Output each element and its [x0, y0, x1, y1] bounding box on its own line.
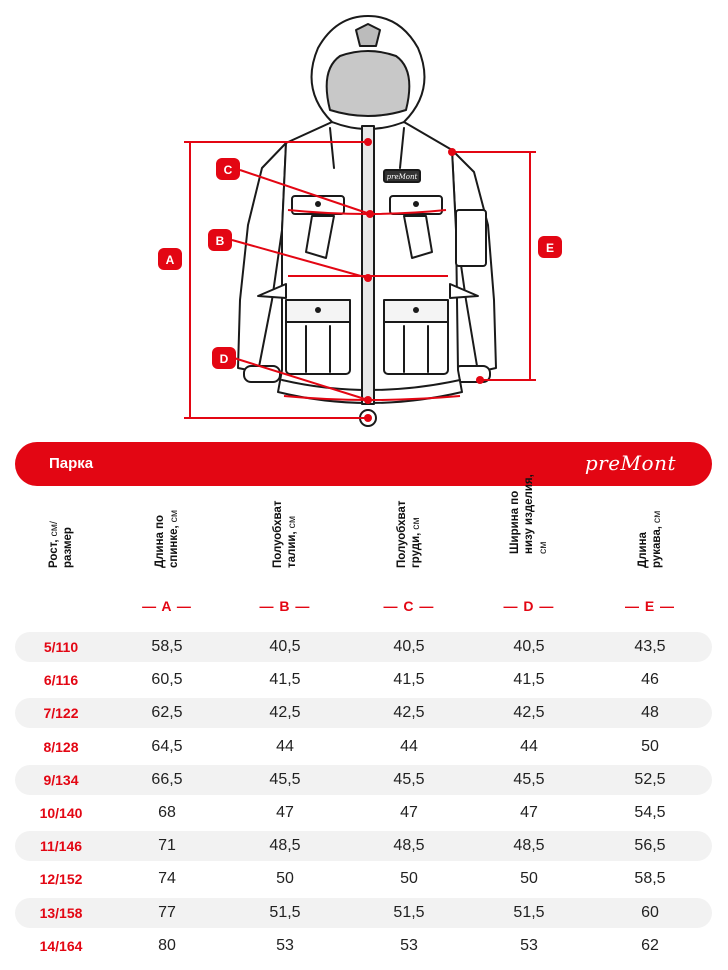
value-cell-b: 48,5	[269, 837, 301, 854]
value-cell-b: 47	[276, 804, 294, 821]
table-row	[15, 864, 712, 894]
value-cell-a: 66,5	[151, 771, 183, 788]
marker-d: D	[219, 352, 229, 366]
value-cell-a: 60,5	[151, 671, 183, 688]
value-cell-e: 54,5	[634, 804, 666, 821]
value-cell-e: 46	[641, 671, 659, 688]
value-cell-a: 68	[158, 804, 176, 821]
jacket-diagram	[0, 0, 728, 440]
letter-d: — D —	[503, 598, 555, 614]
value-cell-b: 51,5	[269, 904, 301, 921]
value-cell-c: 47	[400, 804, 418, 821]
size-cell: 9/134	[43, 772, 79, 788]
table-row	[15, 698, 712, 728]
value-cell-d: 41,5	[513, 671, 545, 688]
table-row	[15, 798, 712, 828]
value-cell-e: 43,5	[634, 638, 666, 655]
size-cell: 14/164	[39, 938, 83, 954]
table-row	[15, 898, 712, 928]
value-cell-e: 48	[641, 704, 659, 721]
value-cell-c: 50	[400, 870, 418, 887]
value-cell-a: 62,5	[151, 704, 183, 721]
size-cell: 6/116	[43, 672, 79, 688]
value-cell-d: 47	[520, 804, 538, 821]
value-cell-d: 48,5	[513, 837, 545, 854]
header-c: Полуобхват груди, см	[396, 500, 422, 568]
value-cell-d: 44	[520, 738, 538, 755]
value-cell-c: 51,5	[393, 904, 425, 921]
letter-e: — E —	[624, 598, 676, 614]
size-cell: 11/146	[39, 838, 83, 854]
table-row	[15, 732, 712, 762]
value-cell-c: 45,5	[393, 771, 425, 788]
value-cell-a: 77	[158, 904, 176, 921]
marker-c: C	[223, 163, 233, 177]
value-cell-e: 60	[641, 904, 659, 921]
value-cell-b: 42,5	[269, 704, 301, 721]
letter-a: — A —	[142, 598, 192, 614]
value-cell-b: 44	[276, 738, 294, 755]
value-cell-c: 41,5	[393, 671, 425, 688]
header-b: Полуобхват талии, см	[272, 500, 298, 568]
header-d: Ширина по низу изделия, см	[509, 474, 549, 554]
value-cell-b: 40,5	[269, 638, 301, 655]
table-row	[15, 831, 712, 861]
size-cell: 7/122	[43, 705, 79, 721]
value-cell-a: 71	[158, 837, 176, 854]
value-cell-d: 53	[520, 937, 538, 954]
value-cell-c: 48,5	[393, 837, 425, 854]
size-cell: 12/152	[39, 871, 83, 887]
header-size: Рост, см/ размер	[48, 521, 74, 568]
table-row	[15, 931, 712, 961]
marker-b: B	[215, 234, 225, 248]
value-cell-b: 53	[276, 937, 294, 954]
product-title: Парка	[49, 455, 94, 472]
value-cell-b: 50	[276, 870, 294, 887]
header-a: Длина по спинке, см	[154, 509, 180, 568]
value-cell-d: 40,5	[513, 638, 545, 655]
table-row	[15, 665, 712, 695]
size-cell: 10/140	[39, 805, 83, 821]
size-cell: 8/128	[43, 739, 79, 755]
value-cell-e: 58,5	[634, 870, 666, 887]
value-cell-e: 62	[641, 937, 659, 954]
value-cell-a: 80	[158, 937, 176, 954]
letter-c: — C —	[383, 598, 435, 614]
value-cell-b: 41,5	[269, 671, 301, 688]
value-cell-d: 51,5	[513, 904, 545, 921]
value-cell-e: 52,5	[634, 771, 666, 788]
value-cell-a: 74	[158, 870, 176, 887]
value-cell-c: 42,5	[393, 704, 425, 721]
value-cell-b: 45,5	[269, 771, 301, 788]
size-cell: 13/158	[39, 905, 83, 921]
value-cell-c: 44	[400, 738, 418, 755]
value-cell-a: 64,5	[151, 738, 183, 755]
marker-e: E	[545, 241, 555, 255]
size-cell: 5/110	[43, 639, 79, 655]
letter-b: — B —	[259, 598, 311, 614]
value-cell-d: 42,5	[513, 704, 545, 721]
value-cell-a: 58,5	[151, 638, 183, 655]
value-cell-e: 56,5	[634, 837, 666, 854]
value-cell-d: 50	[520, 870, 538, 887]
value-cell-d: 45,5	[513, 771, 545, 788]
value-cell-c: 53	[400, 937, 418, 954]
value-cell-e: 50	[641, 738, 659, 755]
product-banner	[15, 442, 712, 486]
table-row	[15, 632, 712, 662]
value-cell-c: 40,5	[393, 638, 425, 655]
table-row	[15, 765, 712, 795]
marker-a: A	[165, 253, 175, 267]
jacket-badge: preMont	[386, 173, 418, 181]
brand-logo: preMont	[584, 451, 676, 475]
header-e: Длина рукава, см	[637, 510, 663, 568]
